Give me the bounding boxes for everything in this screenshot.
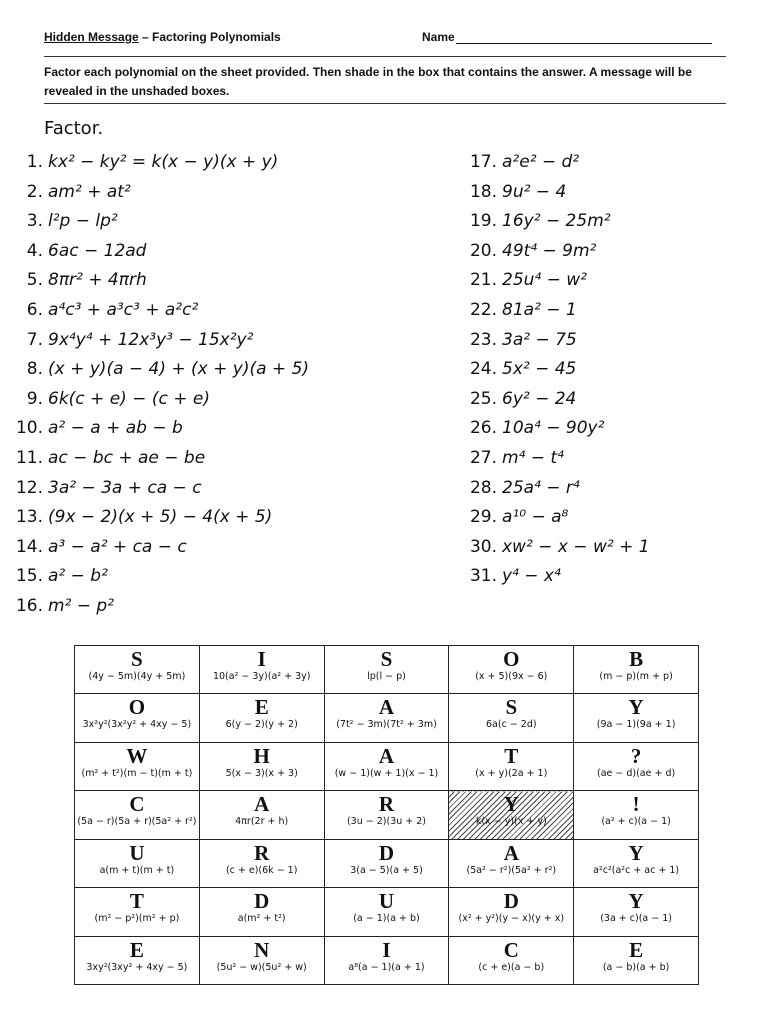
problem-number: 10. (15, 418, 43, 439)
problem-item (460, 533, 650, 563)
answer-box[interactable] (199, 742, 324, 790)
answer-expression: (x² + y²)(y − x)(y + x) (458, 913, 565, 925)
name-line[interactable] (456, 32, 712, 44)
answer-box[interactable] (574, 742, 699, 790)
answer-expression: 5(x − 3)(x + 3) (225, 767, 298, 779)
problem-expression: 49t⁴ − 9m² (502, 240, 597, 261)
answer-box[interactable] (199, 839, 324, 887)
answer-box[interactable] (75, 646, 200, 694)
answer-box[interactable] (574, 646, 699, 694)
problem-expression: y⁴ − x⁴ (502, 566, 561, 587)
answer-box[interactable] (199, 694, 324, 742)
worksheet-title (44, 30, 281, 44)
answer-box[interactable] (199, 646, 324, 694)
problem-number: 22. (469, 299, 497, 320)
answer-box[interactable] (449, 742, 574, 790)
answer-box[interactable] (324, 936, 449, 984)
problem-expression: a⁴c³ + a³c³ + a²c² (48, 299, 199, 320)
answer-box[interactable] (75, 694, 200, 742)
answer-expression: (c + e)(a − b) (478, 961, 545, 973)
instructions: Factor each polynomial on the sheet provided. Then shade in the box that contains the answer. A message will be revealed in the unshaded boxes. (44, 65, 692, 98)
problem-item (6, 296, 309, 326)
problem-expression: 9x⁴y⁴ + 12x³y³ − 15x²y² (48, 329, 254, 350)
answer-expression: (7t² − 3m)(7t² + 3m) (336, 719, 437, 731)
problem-item (6, 444, 309, 474)
answer-letter: H (253, 743, 270, 768)
answer-letter: D (254, 889, 270, 914)
problem-number: 5. (26, 270, 43, 291)
answer-letter: I (382, 937, 391, 962)
answer-box[interactable] (75, 888, 200, 936)
answer-expression: 3(a − 5)(a + 5) (350, 864, 423, 876)
answer-box[interactable] (199, 791, 324, 839)
title-main: Hidden Message (44, 30, 139, 44)
problem-item (6, 237, 309, 267)
answer-letter: E (129, 937, 144, 962)
answer-box[interactable] (449, 839, 574, 887)
answer-box[interactable] (449, 888, 574, 936)
problem-expression: 6y² − 24 (502, 388, 577, 409)
problem-expression: 10a⁴ − 90y² (502, 418, 605, 439)
problem-expression: 25u⁴ − w² (502, 270, 587, 291)
problem-item (460, 326, 650, 356)
answer-letter: Y (503, 792, 519, 817)
problem-item (460, 503, 650, 533)
answer-expression: (c + e)(6k − 1) (225, 864, 298, 876)
answer-letter: ? (630, 743, 642, 768)
answer-letter: T (129, 889, 144, 914)
problem-number: 27. (469, 447, 497, 468)
answer-letter: R (254, 840, 270, 865)
answer-box[interactable] (449, 694, 574, 742)
problem-item (460, 178, 650, 208)
answer-box[interactable] (574, 888, 699, 936)
answer-box[interactable] (574, 694, 699, 742)
answer-letter: T (504, 743, 519, 768)
answer-box[interactable] (324, 839, 449, 887)
problem-expression: 5x² − 45 (502, 359, 577, 380)
answer-expression: (3u − 2)(3u + 2) (346, 816, 427, 828)
problem-number: 3. (26, 211, 43, 232)
answer-letter: C (129, 792, 145, 817)
answer-letter: A (378, 695, 395, 720)
grid-row (75, 694, 699, 742)
divider-top (44, 56, 726, 57)
problem-number: 18. (469, 181, 497, 202)
factor-heading: Factor. (44, 118, 104, 139)
problem-item (6, 355, 309, 385)
answer-expression: (ae − d)(ae + d) (596, 767, 676, 779)
problem-expression: 3a² − 75 (502, 329, 577, 350)
problem-item (6, 562, 309, 592)
answer-letter: D (503, 889, 519, 914)
answer-box[interactable] (574, 936, 699, 984)
answer-expression: 6a(c − 2d) (486, 719, 537, 731)
problem-item (6, 207, 309, 237)
answer-expression: (x + 5)(9x − 6) (475, 671, 548, 682)
problem-expression: 9u² − 4 (502, 181, 567, 202)
problem-expression: a² − b² (48, 566, 108, 587)
problem-expression: 25a⁴ − r⁴ (502, 477, 580, 498)
answer-expression: (m² + t²)(m − t)(m + t) (81, 767, 193, 779)
answer-expression: lp(l − p) (367, 671, 406, 682)
answer-expression: a⁸(a − 1)(a + 1) (348, 961, 425, 973)
problem-number: 21. (469, 270, 497, 291)
problem-item (6, 414, 309, 444)
answer-letter: S (380, 647, 393, 671)
answer-expression: (4y − 5m)(4y + 5m) (88, 671, 186, 682)
problem-item (6, 474, 309, 504)
problem-expression: m⁴ − t⁴ (502, 447, 564, 468)
answer-letter: O (503, 647, 520, 671)
problem-item (6, 533, 309, 563)
problem-expression: 6k(c + e) − (c + e) (48, 388, 210, 409)
answer-letter: Y (628, 889, 644, 914)
answer-box[interactable] (75, 742, 200, 790)
answer-expression: (5a − r)(5a + r)(5a² + r²) (77, 816, 197, 828)
problem-expression: a²e² − d² (502, 152, 580, 172)
problem-item (6, 178, 309, 208)
problem-expression: a² − a + ab − b (48, 418, 183, 439)
answer-expression: a(m² + t²) (237, 913, 286, 925)
answer-grid (74, 645, 699, 985)
answer-box[interactable] (449, 646, 574, 694)
problem-number: 2. (26, 181, 43, 202)
problem-expression: 16y² − 25m² (502, 211, 611, 232)
answer-expression: a²c²(a²c + ac + 1) (593, 864, 680, 876)
answer-letter: U (378, 889, 395, 914)
problem-number: 30. (469, 536, 497, 557)
answer-box[interactable] (199, 936, 324, 984)
answer-letter: D (378, 840, 395, 865)
answer-box[interactable] (324, 646, 449, 694)
problem-expression: l²p − lp² (48, 211, 118, 232)
problem-number: 20. (469, 240, 497, 261)
name-label: Name (422, 30, 455, 44)
problem-list-right (460, 148, 650, 592)
answer-letter: A (378, 743, 395, 768)
problem-item (460, 385, 650, 415)
answer-box[interactable] (75, 791, 200, 839)
answer-box[interactable] (324, 791, 449, 839)
problem-number: 14. (15, 536, 43, 557)
answer-box[interactable] (75, 839, 200, 887)
problem-number: 26. (469, 418, 497, 439)
problem-list-left (6, 148, 309, 622)
answer-expression: 10(a² − 3y)(a² + 3y) (212, 671, 311, 682)
answer-box[interactable] (449, 791, 574, 839)
problem-number: 13. (15, 507, 43, 528)
answer-expression: (9a − 1)(9a + 1) (596, 719, 676, 731)
problem-expression: xw² − x − w² + 1 (502, 536, 650, 557)
problem-expression: 3a² − 3a + ca − c (48, 477, 202, 498)
problem-item (6, 266, 309, 296)
problem-number: 9. (26, 388, 43, 409)
answer-expression: (3a + c)(a − 1) (600, 913, 672, 925)
answer-box[interactable] (574, 839, 699, 887)
answer-expression: 3x²y²(3x²y² + 4xy − 5) (82, 719, 192, 731)
problem-number: 6. (26, 299, 43, 320)
grid-row (75, 839, 699, 887)
answer-letter: O (128, 695, 146, 720)
title-sub: – Factoring Polynomials (138, 30, 281, 44)
answer-expression: 4πr(2r + h) (235, 816, 289, 828)
answer-letter: W (126, 743, 148, 768)
divider-bottom (44, 103, 726, 104)
answer-expression: (a² + c)(a − 1) (601, 816, 671, 828)
answer-expression: (x + y)(2a + 1) (475, 767, 548, 779)
grid-row (75, 742, 699, 790)
answer-box[interactable] (324, 888, 449, 936)
problem-item (460, 474, 650, 504)
problem-item (460, 562, 650, 592)
answer-letter: Y (628, 695, 644, 720)
problem-expression: 8πr² + 4πrh (48, 270, 147, 291)
answer-box[interactable] (449, 936, 574, 984)
grid-row (75, 646, 699, 694)
answer-expression: (a − 1)(a + b) (353, 913, 420, 925)
problem-number: 11. (15, 447, 43, 468)
answer-expression: (m² − p²)(m² + p) (94, 913, 180, 925)
problem-number: 23. (469, 329, 497, 350)
answer-expression: a(m + t)(m + t) (99, 864, 175, 876)
answer-box[interactable] (324, 694, 449, 742)
grid-row (75, 791, 699, 839)
problem-expression: (x + y)(a − 4) + (x + y)(a + 5) (48, 359, 310, 380)
answer-letter: A (503, 840, 519, 865)
problem-number: 17. (469, 152, 497, 172)
problem-number: 4. (26, 240, 43, 261)
answer-expression: (5u² − w)(5u² + w) (216, 961, 307, 973)
problem-expression: ac − bc + ae − be (48, 447, 206, 468)
answer-letter: R (378, 792, 395, 817)
answer-expression: 6(y − 2)(y + 2) (225, 719, 298, 731)
grid-row (75, 936, 699, 984)
answer-letter: B (629, 647, 644, 671)
problem-number: 31. (469, 566, 497, 587)
problem-item (460, 296, 650, 326)
answer-box[interactable] (324, 742, 449, 790)
answer-letter: E (629, 937, 644, 962)
problem-item (460, 148, 650, 178)
answer-letter: Y (628, 840, 644, 865)
answer-expression: k(x − y)(x + y) (475, 816, 547, 828)
worksheet-header (44, 30, 726, 44)
problem-expression: m² − p² (48, 595, 115, 616)
problem-item (460, 237, 650, 267)
problem-expression: kx² − ky² = k(x − y)(x + y) (48, 152, 279, 172)
problem-item (460, 444, 650, 474)
problem-item (460, 207, 650, 237)
problem-expression: (9x − 2)(x + 5) − 4(x + 5) (48, 507, 273, 528)
problem-number: 25. (469, 388, 497, 409)
answer-box[interactable] (75, 936, 200, 984)
answer-letter: U (129, 840, 145, 865)
problem-item (6, 326, 309, 356)
answer-letter: C (503, 937, 519, 962)
problem-item (6, 592, 309, 622)
answer-expression: (m − p)(m + p) (599, 671, 673, 682)
problem-item (460, 414, 650, 444)
name-field[interactable] (422, 30, 712, 44)
problem-item (6, 385, 309, 415)
problem-expression: a³ − a² + ca − c (48, 536, 187, 557)
problem-number: 7. (26, 329, 43, 350)
problem-item (460, 266, 650, 296)
grid-row (75, 888, 699, 936)
answer-letter: S (505, 695, 518, 720)
problem-expression: 81a² − 1 (502, 299, 577, 320)
answer-box[interactable] (199, 888, 324, 936)
problem-number: 8. (26, 359, 43, 380)
problem-number: 24. (469, 359, 497, 380)
answer-letter: I (257, 647, 266, 671)
problem-number: 19. (469, 211, 497, 232)
answer-letter: ! (632, 792, 640, 817)
answer-expression: 3xy²(3xy² + 4xy − 5) (86, 961, 188, 973)
answer-expression: (a − b)(a + b) (602, 961, 670, 973)
problem-number: 16. (15, 595, 43, 616)
answer-box[interactable] (574, 791, 699, 839)
problem-item (460, 355, 650, 385)
answer-letter: S (131, 647, 143, 671)
answer-expression: (5a² − r²)(5a² + r²) (466, 864, 557, 876)
problem-number: 29. (469, 507, 497, 528)
problem-item (6, 148, 309, 178)
problem-number: 15. (15, 566, 43, 587)
problem-expression: a¹⁰ − a⁸ (502, 507, 569, 528)
problem-item (6, 503, 309, 533)
answer-letter: A (254, 792, 270, 817)
answer-letter: E (254, 695, 269, 720)
problem-number: 1. (26, 152, 43, 172)
problem-number: 12. (15, 477, 43, 498)
answer-letter: N (254, 937, 270, 962)
problem-expression: am² + at² (48, 181, 131, 202)
problem-expression: 6ac − 12ad (48, 240, 147, 261)
problem-number: 28. (469, 477, 497, 498)
answer-expression: (w − 1)(w + 1)(x − 1) (334, 767, 439, 779)
